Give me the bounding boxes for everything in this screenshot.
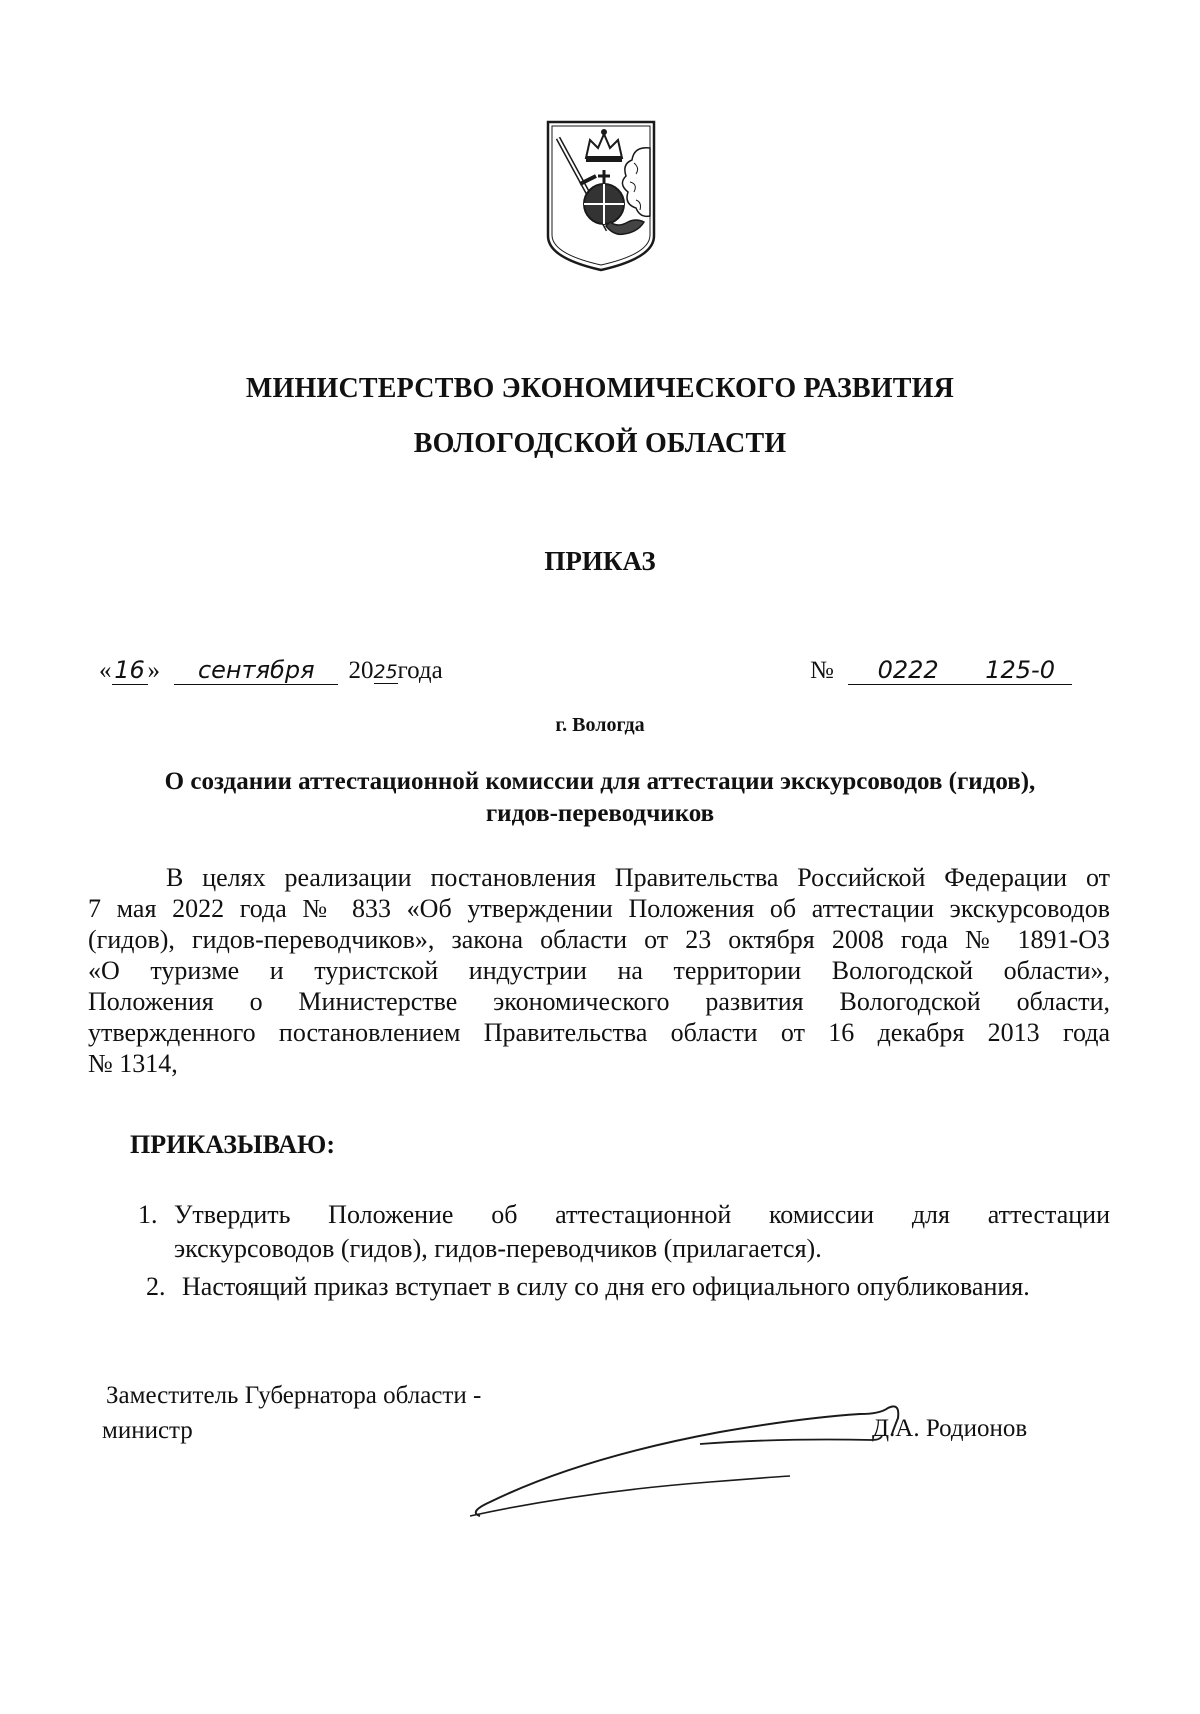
number-part2: 125-0: [968, 656, 1072, 685]
order-date: [99, 656, 443, 685]
signature-stroke-icon: [460, 1388, 920, 1528]
city-name: г. Вологда: [555, 714, 645, 736]
preamble-line: утвержденного постановлением Правительства области от 16 декабря 2013 года: [88, 1018, 1110, 1047]
order-number: [810, 656, 1072, 685]
order-title-line1: О создании аттестационной комиссии для аттестации экскурсоводов (гидов),: [164, 768, 1036, 795]
coat-of-arms-emblem: [544, 118, 658, 274]
date-year-prefix: 20: [348, 657, 374, 684]
preamble-line: В целях реализации постановления Правительства Российской Федерации от: [166, 863, 1110, 892]
document-type: ПРИКАЗ: [544, 546, 656, 576]
number-sign: №: [810, 657, 834, 684]
ministry-name-line2: ВОЛОГОДСКОЙ ОБЛАСТИ: [413, 428, 787, 459]
date-year-suffix: 25: [373, 661, 398, 683]
preamble-line: № 1314,: [88, 1049, 178, 1078]
signatory-position-line1: Заместитель Губернатора области -: [106, 1382, 482, 1409]
ministry-name-line1: МИНИСТЕРСТВО ЭКОНОМИЧЕСКОГО РАЗВИТИЯ: [245, 373, 955, 404]
order-item: [146, 1270, 1110, 1304]
preamble-line: «О туризме и туристской индустрии на территории Вологодской области»,: [88, 956, 1110, 985]
date-close-quote: »: [147, 657, 160, 684]
emblem-icon: [544, 118, 658, 274]
number-part1: 0222: [848, 656, 968, 685]
preamble-line: 7 мая 2022 года № 833 «Об утверждении Положения об аттестации экскурсоводов: [88, 894, 1110, 923]
date-day: 16: [112, 656, 148, 685]
preamble-paragraph: [88, 862, 1110, 1079]
item-text-line1: Утвердить Положение об аттестационной комиссии для аттестации: [174, 1200, 1110, 1229]
preamble-line: Положения о Министерстве экономического развития Вологодской области,: [88, 987, 1110, 1016]
item-number: 1.: [138, 1200, 158, 1229]
date-open-quote: «: [99, 657, 112, 684]
order-item: [138, 1198, 1110, 1266]
order-title-line2: гидов-переводчиков: [485, 800, 715, 827]
date-month: сентября: [174, 656, 338, 685]
handwritten-signature: [460, 1388, 920, 1528]
item-text-line1: Настоящий приказ вступает в силу со дня его официального опубликования.: [182, 1272, 1030, 1301]
order-word: ПРИКАЗЫВАЮ:: [130, 1130, 335, 1159]
item-text-line2: экскурсоводов (гидов), гидов-переводчиков (прилагается).: [174, 1234, 822, 1263]
signatory-position-line2: министр: [102, 1417, 193, 1444]
date-year-word: года: [397, 657, 443, 684]
preamble-line: (гидов), гидов-переводчиков», закона области от 23 октября 2008 года № 1891-ОЗ: [88, 925, 1110, 954]
signatory-name: Д.А. Родионов: [872, 1415, 1028, 1442]
item-number: 2.: [146, 1272, 166, 1301]
